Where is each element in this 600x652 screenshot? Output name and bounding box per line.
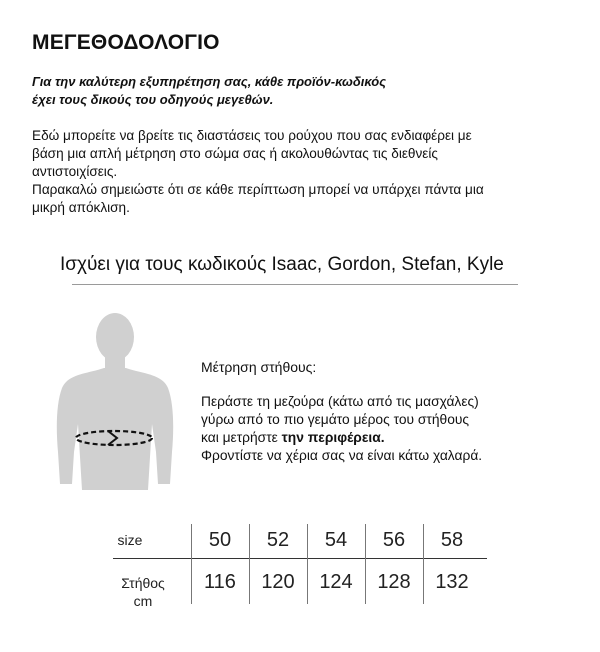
heading-divider bbox=[72, 284, 518, 285]
instruction-line: Περάστε τη μεζούρα (κάτω από τις μασχάλες) bbox=[201, 394, 479, 409]
chest-cell: 120 bbox=[261, 571, 295, 593]
measure-title: Μέτρηση στήθους: bbox=[201, 359, 317, 375]
size-cell: 52 bbox=[266, 529, 290, 551]
size-table bbox=[113, 520, 487, 616]
intro-text bbox=[32, 73, 552, 109]
instruction-prefix: και μετρήστε bbox=[201, 430, 282, 445]
page-title: ΜΕΓΕΘΟΔΟΛΟΓΙΟ bbox=[32, 31, 220, 54]
table-header-divider bbox=[113, 558, 487, 559]
description-line: αντιστοιχίσεις. bbox=[32, 164, 118, 179]
measure-instructions bbox=[201, 393, 561, 465]
intro-line: έχει τους δικούς του οδηγούς μεγεθών. bbox=[32, 92, 274, 107]
chest-unit: cm bbox=[133, 593, 153, 609]
description-line: βάση μια απλή μέτρηση στο σώμα σας ή ακολουθώντας τις διεθνείς bbox=[32, 146, 438, 161]
size-row-label: size bbox=[117, 532, 143, 548]
size-cell: 58 bbox=[440, 529, 464, 551]
description-line: Παρακαλώ σημειώστε ότι σε κάθε περίπτωση μπορεί να υπάρχει πάντα μια bbox=[32, 182, 484, 197]
chest-row-label bbox=[107, 574, 179, 610]
size-cell: 50 bbox=[208, 529, 232, 551]
instruction-line bbox=[201, 429, 561, 447]
chest-cell: 116 bbox=[204, 571, 236, 593]
description-line: Εδώ μπορείτε να βρείτε τις διαστάσεις του ρούχου που σας ενδιαφέρει με bbox=[32, 128, 472, 143]
chest-cell: 132 bbox=[435, 571, 469, 593]
torso-figure bbox=[50, 312, 180, 494]
chest-cell: 128 bbox=[377, 571, 411, 593]
torso-silhouette-icon bbox=[50, 312, 180, 494]
instruction-line: γύρω από το πιο γεμάτο μέρος του στήθους bbox=[201, 412, 470, 427]
size-cell: 56 bbox=[382, 529, 406, 551]
applies-to-heading: Ισχύει για τους κωδικούς Isaac, Gordon, Stefan, Kyle bbox=[60, 254, 504, 275]
chest-label: Στήθος bbox=[121, 575, 165, 591]
chest-cell: 124 bbox=[319, 571, 353, 593]
size-cell: 54 bbox=[324, 529, 348, 551]
description-line: μικρή απόκλιση. bbox=[32, 200, 130, 215]
description-text bbox=[32, 127, 572, 217]
instruction-emphasis: την περιφέρεια. bbox=[281, 430, 385, 445]
intro-line: Για την καλύτερη εξυπηρέτηση σας, κάθε προϊόν-κωδικός bbox=[32, 74, 387, 89]
instruction-line: Φροντίστε να χέρια σας να είναι κάτω χαλαρά. bbox=[201, 448, 483, 463]
